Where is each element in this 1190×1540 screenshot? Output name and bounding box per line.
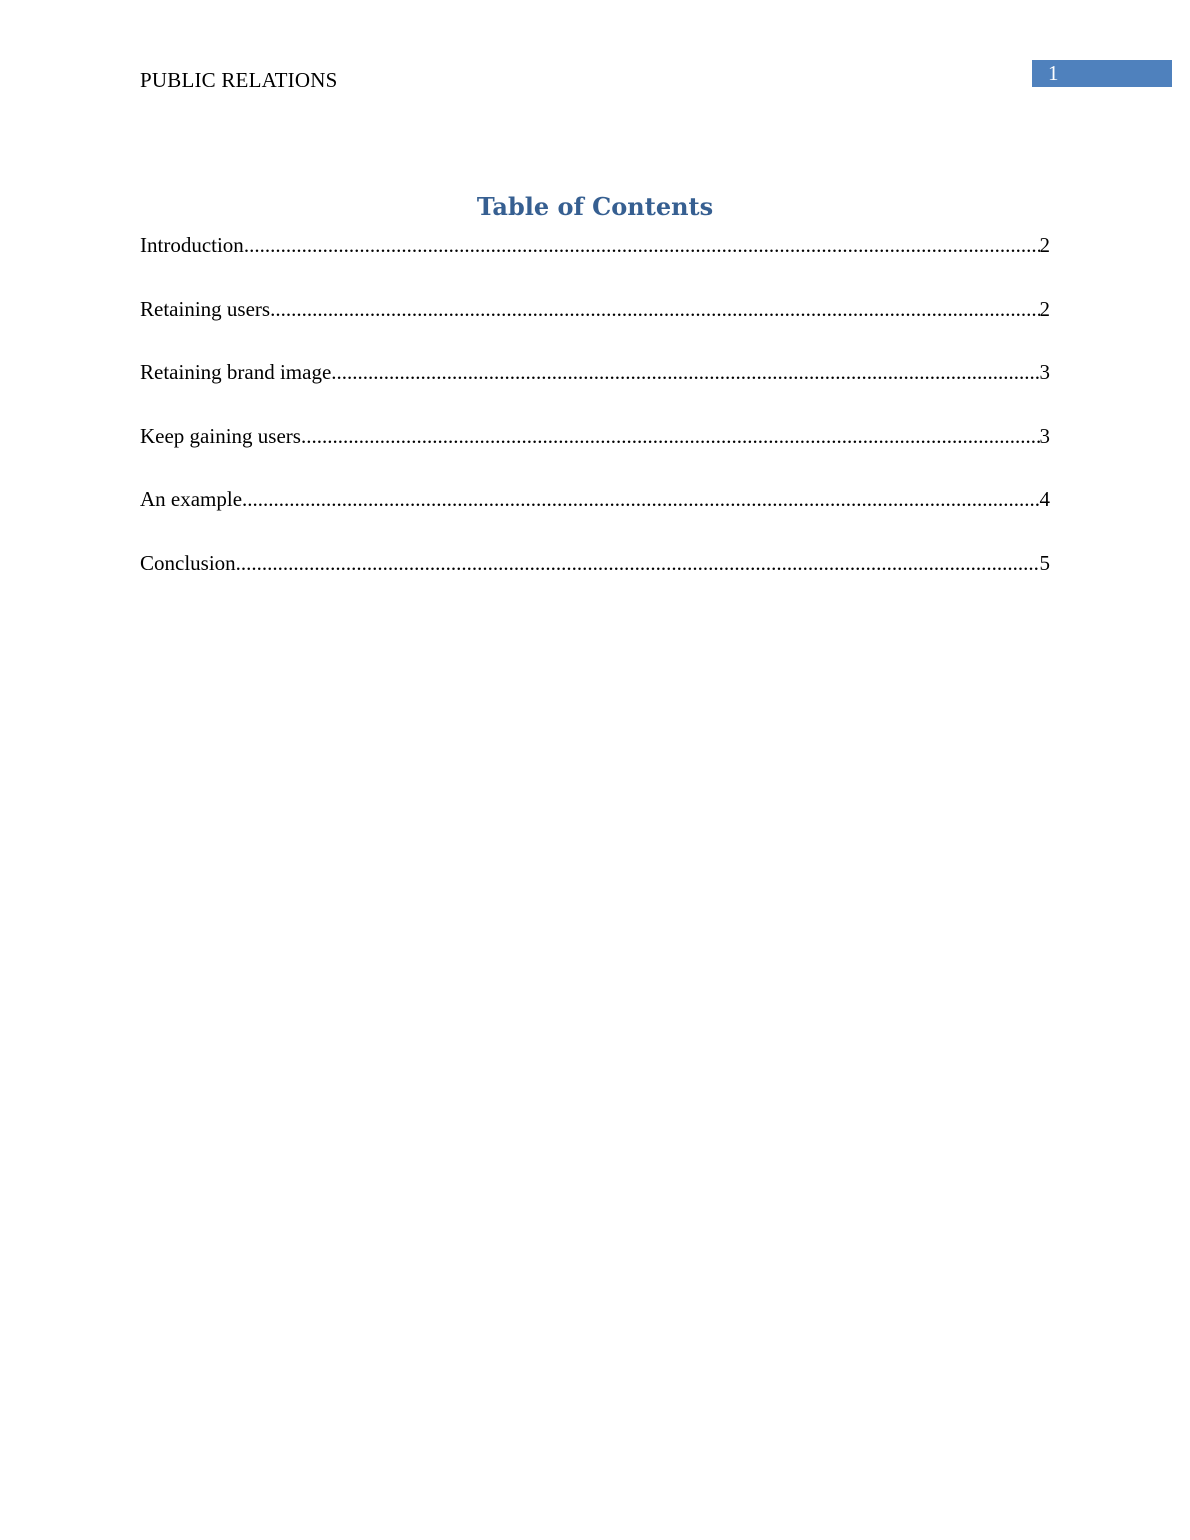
toc-entry-label: An example (140, 487, 243, 512)
toc-entry-keep-gaining-users[interactable] (140, 422, 1050, 486)
toc-entry-page: 5 (1039, 550, 1050, 575)
toc-entry-an-example[interactable] (140, 485, 1050, 549)
toc-dot-leader (331, 358, 1039, 386)
toc-entry-conclusion[interactable] (140, 549, 1050, 613)
toc-entry-introduction[interactable] (140, 231, 1050, 295)
page-number: 1 (1048, 61, 1059, 85)
toc-dot-leader (270, 295, 1039, 323)
toc-entry-label: Keep gaining users (140, 423, 301, 448)
toc-entry-label: Retaining users (140, 296, 271, 321)
page-number-badge (1032, 60, 1172, 87)
toc-entry-retaining-users[interactable] (140, 295, 1050, 359)
table-of-contents (140, 231, 1050, 613)
toc-entry-page: 4 (1039, 487, 1050, 512)
toc-entry-page: 2 (1039, 296, 1050, 321)
toc-dot-leader (244, 231, 1040, 259)
toc-entry-retaining-brand-image[interactable] (140, 358, 1050, 422)
toc-dot-leader (301, 422, 1040, 450)
toc-entry-label: Retaining brand image (140, 360, 332, 385)
toc-dot-leader (242, 485, 1039, 513)
toc-entry-label: Introduction (140, 233, 244, 257)
toc-entry-page: 3 (1039, 360, 1050, 385)
toc-entry-page: 3 (1039, 423, 1050, 448)
toc-entry-page: 2 (1039, 233, 1050, 257)
running-header: PUBLIC RELATIONS (140, 68, 338, 92)
toc-entry-label: Conclusion (140, 550, 236, 575)
toc-dot-leader (236, 549, 1040, 577)
toc-title: Table of Contents (476, 192, 714, 221)
